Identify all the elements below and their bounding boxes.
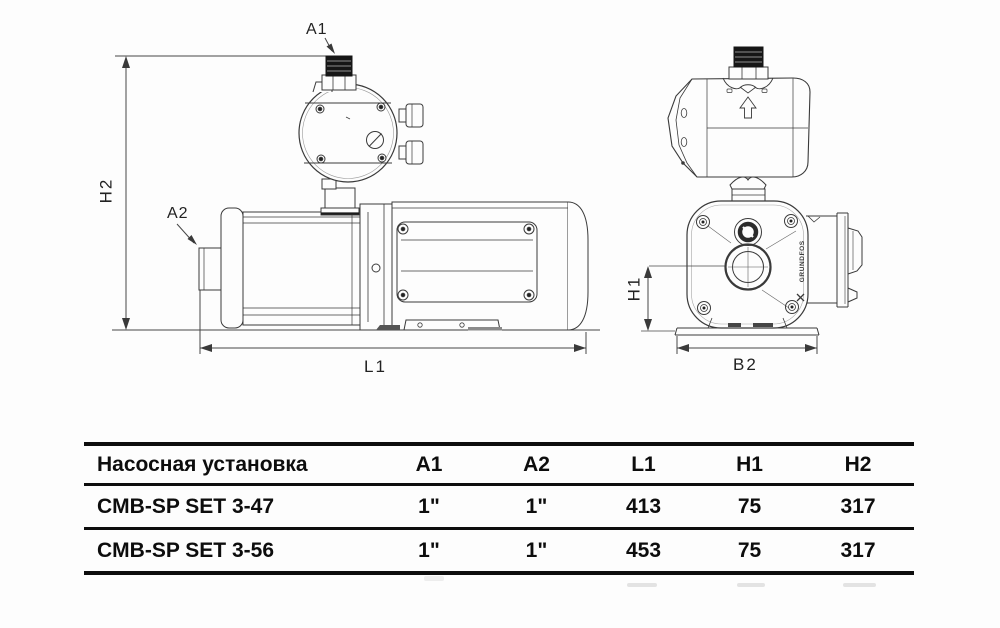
table-header-cell: A2 — [523, 452, 550, 476]
dim-label-b2: B2 — [733, 355, 758, 374]
table-cell: 317 — [840, 538, 876, 562]
table-cell: 317 — [840, 494, 876, 518]
table-row — [84, 530, 914, 571]
table-row — [84, 486, 914, 530]
table-header-cell: Насосная установка — [97, 452, 308, 476]
table-header-row — [84, 446, 914, 486]
table-header-cell: H1 — [736, 452, 763, 476]
dimensions-table — [84, 442, 914, 575]
table-cell: 75 — [737, 538, 762, 562]
table-cell: 1" — [418, 538, 440, 562]
table-header-cell: A1 — [415, 452, 443, 476]
print-artifact — [737, 583, 765, 587]
dim-label-l1: L1 — [364, 357, 387, 376]
table-cell: 1" — [418, 494, 440, 518]
side-view-drawing — [112, 38, 600, 354]
table-cell: 1" — [525, 494, 548, 518]
dim-label-h2: H2 — [96, 177, 116, 204]
front-view-drawing — [641, 47, 862, 354]
table-header-cell: L1 — [631, 452, 656, 476]
grundfos-logo-text: GRUNDFOS — [798, 240, 806, 283]
dim-label-a1: A1 — [306, 21, 328, 38]
print-artifact — [627, 583, 657, 587]
table-cell: 1" — [525, 538, 548, 562]
dim-label-a2: A2 — [167, 205, 189, 222]
table-cell: CMB-SP SET 3-56 — [97, 538, 274, 562]
dim-label-h1: H1 — [624, 275, 644, 302]
table-cell: 413 — [625, 494, 662, 518]
table-cell: 75 — [737, 494, 762, 518]
table-cell: CMB-SP SET 3-47 — [97, 494, 274, 518]
print-artifact — [843, 583, 876, 587]
table-cell: 453 — [625, 538, 662, 562]
table-header-cell: H2 — [844, 452, 872, 476]
print-artifact — [424, 576, 444, 581]
